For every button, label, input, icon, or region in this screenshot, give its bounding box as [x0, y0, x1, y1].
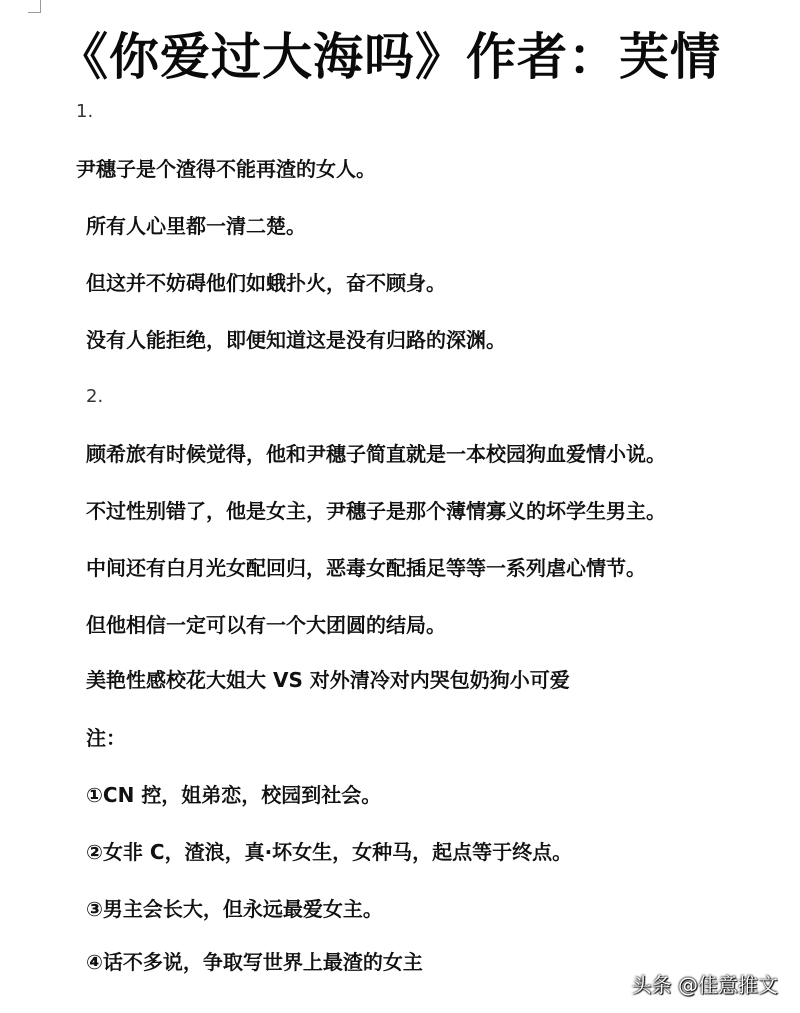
note-heading: 注： — [86, 726, 126, 750]
section-number-2: 2. — [86, 386, 104, 407]
section-number-1: 1. — [76, 101, 94, 122]
paragraph-line: 顾希旅有时候觉得，他和尹穗子简直就是一本校园狗血爱情小说。 — [86, 442, 666, 466]
note-item: ②女非 C，渣浪，真·坏女生，女种马，起点等于终点。 — [86, 840, 573, 864]
source-watermark: 头条 @佳意推文 — [631, 973, 778, 997]
note-item: ③男主会长大，但永远最爱女主。 — [86, 897, 383, 921]
paragraph-line: 但他相信一定可以有一个大团圆的结局。 — [86, 613, 446, 637]
paragraph-line: 中间还有白月光女配回归，恶毒女配插足等等一系列虐心情节。 — [86, 556, 646, 580]
paragraph-line: 所有人心里都一清二楚。 — [86, 214, 306, 238]
paragraph-line: 不过性别错了，他是女主，尹穗子是那个薄情寡义的坏学生男主。 — [86, 499, 666, 523]
document-title: 《你爱过大海吗》作者：芙情 — [58, 28, 721, 86]
paragraph-line: 美艳性感校花大姐大 VS 对外清冷对内哭包奶狗小可爱 — [86, 668, 570, 692]
paragraph-line: 尹穗子是个渣得不能再渣的女人。 — [76, 157, 376, 181]
paragraph-line: 没有人能拒绝，即便知道这是没有归路的深渊。 — [86, 328, 506, 352]
note-item: ①CN 控，姐弟恋，校园到社会。 — [86, 783, 382, 807]
note-item: ④话不多说，争取写世界上最渣的女主 — [86, 950, 423, 974]
paragraph-line: 但这并不妨碍他们如蛾扑火，奋不顾身。 — [86, 271, 446, 295]
page-corner-mark — [28, 0, 41, 13]
